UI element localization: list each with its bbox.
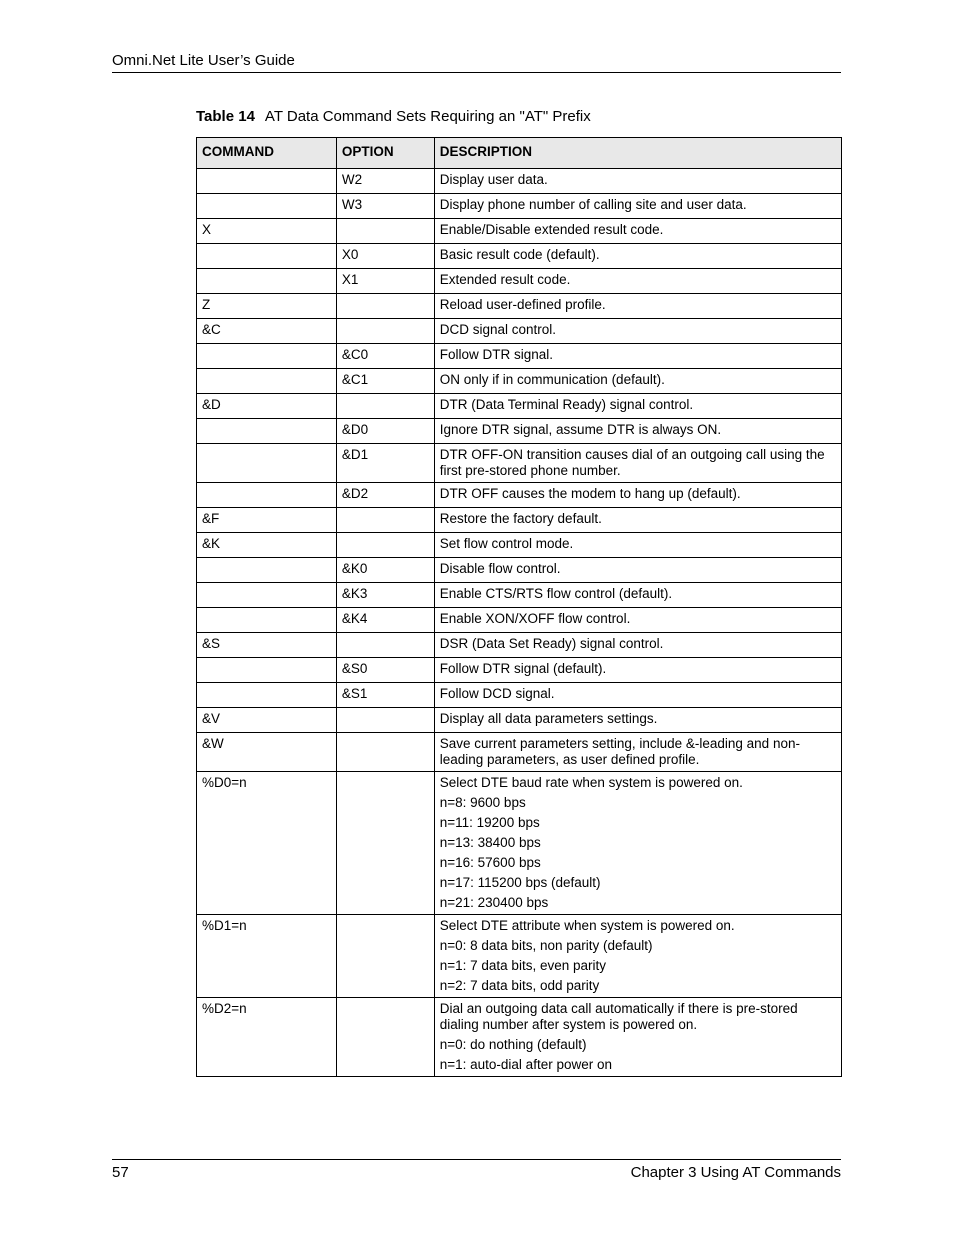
table-row xyxy=(197,194,842,219)
option-cell xyxy=(336,772,434,915)
command-cell xyxy=(197,344,337,369)
option-cell xyxy=(336,219,434,244)
table-row xyxy=(197,508,842,533)
running-footer xyxy=(112,1159,841,1181)
option-cell xyxy=(336,915,434,998)
command-cell: &S xyxy=(197,633,337,658)
table-row xyxy=(197,708,842,733)
command-cell: &W xyxy=(197,733,337,772)
description-cell xyxy=(434,583,841,608)
description-option-line: n=16: 57600 bps xyxy=(439,855,541,870)
table-row xyxy=(197,444,842,483)
description-option-line: n=0: 8 data bits, non parity (default) xyxy=(439,938,653,953)
running-header xyxy=(112,51,841,73)
option-cell xyxy=(336,998,434,1077)
description-text: Save current parameters setting, include &-leading and non-leading parameters, as user defined profile. xyxy=(439,736,800,767)
description-text: Display phone number of calling site and user data. xyxy=(439,197,747,212)
command-cell xyxy=(197,444,337,483)
table-row xyxy=(197,533,842,558)
table-row xyxy=(197,683,842,708)
description-cell xyxy=(434,483,841,508)
description-text: DTR OFF causes the modem to hang up (default). xyxy=(439,486,741,501)
description-cell xyxy=(434,683,841,708)
table-row xyxy=(197,583,842,608)
command-cell: &K xyxy=(197,533,337,558)
command-cell: &D xyxy=(197,394,337,419)
description-cell xyxy=(434,608,841,633)
description-text: Follow DTR signal (default). xyxy=(439,661,607,676)
option-cell: &C0 xyxy=(336,344,434,369)
option-cell: &C1 xyxy=(336,369,434,394)
table-row xyxy=(197,558,842,583)
description-text: Basic result code (default). xyxy=(439,247,600,262)
description-option-line: n=21: 230400 bps xyxy=(439,895,549,910)
guide-title: Omni.Net Lite User’s Guide xyxy=(112,52,295,69)
description-text: DTR OFF-ON transition causes dial of an outgoing call using the first pre-stored phone number. xyxy=(439,447,825,478)
description-cell xyxy=(434,633,841,658)
description-cell xyxy=(434,772,841,915)
option-cell: &K0 xyxy=(336,558,434,583)
table-row xyxy=(197,219,842,244)
table-row xyxy=(197,369,842,394)
table-body xyxy=(197,169,842,1077)
command-cell: &V xyxy=(197,708,337,733)
description-text: Set flow control mode. xyxy=(439,536,574,551)
table-row xyxy=(197,915,842,998)
description-text: Disable flow control. xyxy=(439,561,561,576)
description-text: Display user data. xyxy=(439,172,548,187)
option-cell: &S0 xyxy=(336,658,434,683)
option-cell: &D0 xyxy=(336,419,434,444)
option-cell xyxy=(336,733,434,772)
table-row xyxy=(197,483,842,508)
command-cell: &F xyxy=(197,508,337,533)
option-cell xyxy=(336,319,434,344)
command-cell: &C xyxy=(197,319,337,344)
option-cell: &S1 xyxy=(336,683,434,708)
option-cell xyxy=(336,294,434,319)
description-cell xyxy=(434,219,841,244)
command-cell: %D2=n xyxy=(197,998,337,1077)
description-option-line: n=13: 38400 bps xyxy=(439,835,541,850)
command-cell: X xyxy=(197,219,337,244)
option-cell xyxy=(336,633,434,658)
at-command-table xyxy=(196,137,842,1077)
table-header-row xyxy=(197,138,842,169)
table-row xyxy=(197,419,842,444)
description-text: Enable CTS/RTS flow control (default). xyxy=(439,586,673,601)
command-cell xyxy=(197,658,337,683)
description-cell xyxy=(434,508,841,533)
command-cell xyxy=(197,244,337,269)
option-cell: W3 xyxy=(336,194,434,219)
command-cell xyxy=(197,683,337,708)
description-text: DCD signal control. xyxy=(439,322,557,337)
description-cell xyxy=(434,394,841,419)
description-text: Select DTE baud rate when system is powered on. xyxy=(439,775,743,790)
command-cell: %D1=n xyxy=(197,915,337,998)
table-row xyxy=(197,772,842,915)
command-cell xyxy=(197,269,337,294)
header-command: COMMAND xyxy=(197,138,337,169)
description-text: Dial an outgoing data call automatically if there is pre-stored dialing number after system is powered on. xyxy=(439,1001,798,1032)
option-cell: X0 xyxy=(336,244,434,269)
description-cell xyxy=(434,658,841,683)
table-row xyxy=(197,169,842,194)
header-description: DESCRIPTION xyxy=(434,138,841,169)
description-text: Enable XON/XOFF flow control. xyxy=(439,611,631,626)
table-row xyxy=(197,633,842,658)
description-text: Enable/Disable extended result code. xyxy=(439,222,664,237)
description-option-line: n=8: 9600 bps xyxy=(439,795,526,810)
page-number: 57 xyxy=(112,1164,129,1181)
table-row xyxy=(197,394,842,419)
description-cell xyxy=(434,344,841,369)
option-cell: X1 xyxy=(336,269,434,294)
table-label: Table 14 xyxy=(196,108,255,125)
description-cell xyxy=(434,444,841,483)
description-text: Ignore DTR signal, assume DTR is always ON. xyxy=(439,422,722,437)
command-cell: Z xyxy=(197,294,337,319)
description-option-line: n=11: 19200 bps xyxy=(439,815,540,830)
description-text: Select DTE attribute when system is powered on. xyxy=(439,918,735,933)
description-text: Display all data parameters settings. xyxy=(439,711,658,726)
table-row xyxy=(197,294,842,319)
option-cell: &K4 xyxy=(336,608,434,633)
description-text: DTR (Data Terminal Ready) signal control. xyxy=(439,397,694,412)
option-cell xyxy=(336,508,434,533)
description-option-line: n=1: auto-dial after power on xyxy=(439,1057,612,1072)
description-cell xyxy=(434,733,841,772)
table-row xyxy=(197,658,842,683)
command-cell xyxy=(197,483,337,508)
description-text: Restore the factory default. xyxy=(439,511,602,526)
description-option-line: n=2: 7 data bits, odd parity xyxy=(439,978,600,993)
option-cell xyxy=(336,708,434,733)
description-cell xyxy=(434,319,841,344)
description-cell xyxy=(434,533,841,558)
option-cell xyxy=(336,533,434,558)
description-cell xyxy=(434,998,841,1077)
description-text: ON only if in communication (default). xyxy=(439,372,665,387)
table-row xyxy=(197,608,842,633)
command-cell xyxy=(197,169,337,194)
description-text: Follow DTR signal. xyxy=(439,347,554,362)
command-cell: %D0=n xyxy=(197,772,337,915)
description-cell xyxy=(434,558,841,583)
description-cell xyxy=(434,915,841,998)
table-row xyxy=(197,998,842,1077)
description-option-line: n=17: 115200 bps (default) xyxy=(439,875,601,890)
table-caption xyxy=(196,107,591,126)
header-option: OPTION xyxy=(336,138,434,169)
description-cell xyxy=(434,708,841,733)
description-cell xyxy=(434,169,841,194)
option-cell: W2 xyxy=(336,169,434,194)
description-cell xyxy=(434,244,841,269)
table-row xyxy=(197,269,842,294)
description-cell xyxy=(434,419,841,444)
description-cell xyxy=(434,369,841,394)
command-cell xyxy=(197,369,337,394)
table-row xyxy=(197,733,842,772)
description-cell xyxy=(434,194,841,219)
command-cell xyxy=(197,419,337,444)
option-cell: &D1 xyxy=(336,444,434,483)
option-cell xyxy=(336,394,434,419)
table-title: AT Data Command Sets Requiring an "AT" Prefix xyxy=(264,108,591,125)
command-cell xyxy=(197,194,337,219)
table-row xyxy=(197,319,842,344)
option-cell: &K3 xyxy=(336,583,434,608)
description-text: Extended result code. xyxy=(439,272,571,287)
option-cell: &D2 xyxy=(336,483,434,508)
command-cell xyxy=(197,558,337,583)
description-cell xyxy=(434,294,841,319)
table-row xyxy=(197,344,842,369)
description-cell xyxy=(434,269,841,294)
description-text: Follow DCD signal. xyxy=(439,686,555,701)
command-cell xyxy=(197,583,337,608)
description-option-line: n=0: do nothing (default) xyxy=(439,1037,587,1052)
description-text: DSR (Data Set Ready) signal control. xyxy=(439,636,664,651)
chapter-title: Chapter 3 Using AT Commands xyxy=(630,1164,841,1181)
description-text: Reload user-defined profile. xyxy=(439,297,606,312)
table-row xyxy=(197,244,842,269)
command-cell xyxy=(197,608,337,633)
description-option-line: n=1: 7 data bits, even parity xyxy=(439,958,606,973)
